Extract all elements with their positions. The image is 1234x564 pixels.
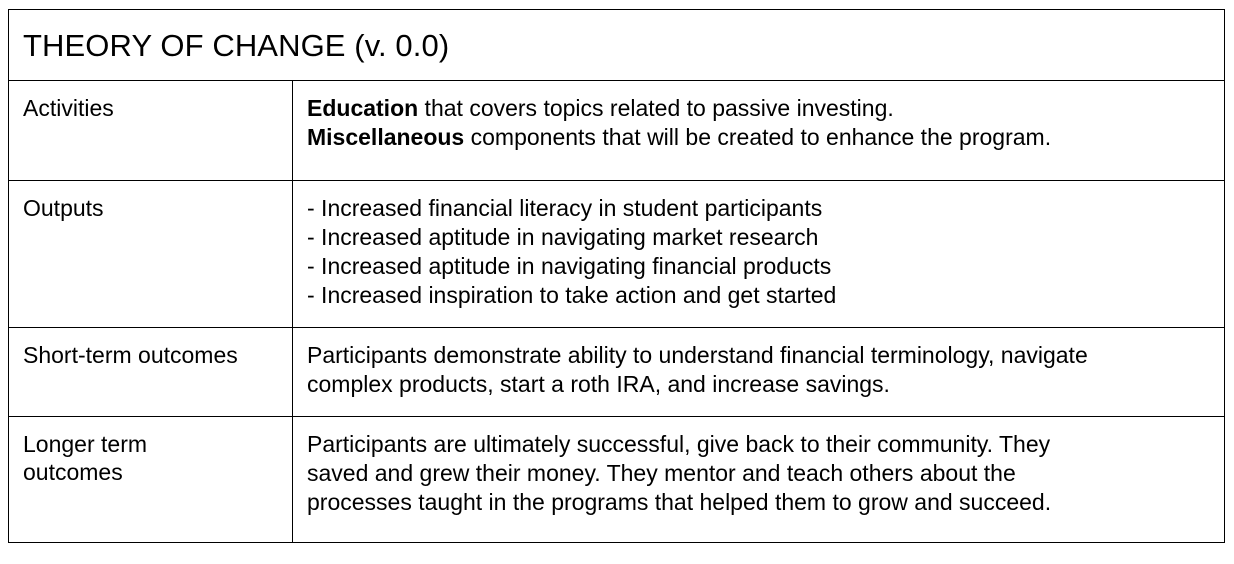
outputs-line: - Increased aptitude in navigating financial products [307,253,832,279]
row-content-short-term-outcomes [293,328,1224,416]
outputs-line: - Increased inspiration to take action and get started [307,282,837,308]
longer-term-line: saved and grew their money. They mentor and teach others about the [307,460,1016,486]
table-row-activities [9,81,1224,181]
short-term-line: complex products, start a roth IRA, and increase savings. [307,371,890,397]
table-row-short-term-outcomes [9,328,1224,417]
longer-term-line: Participants are ultimately successful, give back to their community. They [307,431,1051,457]
row-content-activities [293,81,1224,180]
outputs-line: - Increased aptitude in navigating market research [307,224,819,250]
row-label-longer-term-outcomes [9,417,293,542]
activities-line-1-rest: that covers topics related to passive investing. [418,95,894,121]
theory-of-change-table [8,9,1225,543]
row-label-short-term-outcomes: Short-term outcomes [9,328,293,416]
table-title-row [9,10,1224,81]
table-title: THEORY OF CHANGE (v. 0.0) [23,27,450,63]
table-row-longer-term-outcomes [9,417,1224,542]
activities-line-2-bold: Miscellaneous [307,124,465,150]
row-content-longer-term-outcomes [293,417,1224,542]
row-content-outputs [293,181,1224,327]
longer-term-label-line: outcomes [23,459,123,485]
outputs-line: - Increased financial literacy in student participants [307,195,823,221]
row-label-outputs: Outputs [9,181,293,327]
activities-line-2-rest: components that will be created to enhance the program. [464,124,1052,150]
short-term-line: Participants demonstrate ability to understand financial terminology, navigate [307,342,1088,368]
row-label-activities: Activities [9,81,293,180]
activities-line-1 [307,94,1224,123]
table-row-outputs [9,181,1224,328]
activities-line-2 [307,123,1224,152]
longer-term-label-line: Longer term [23,431,148,457]
longer-term-line: processes taught in the programs that helped them to grow and succeed. [307,489,1052,515]
activities-line-1-bold: Education [307,95,419,121]
